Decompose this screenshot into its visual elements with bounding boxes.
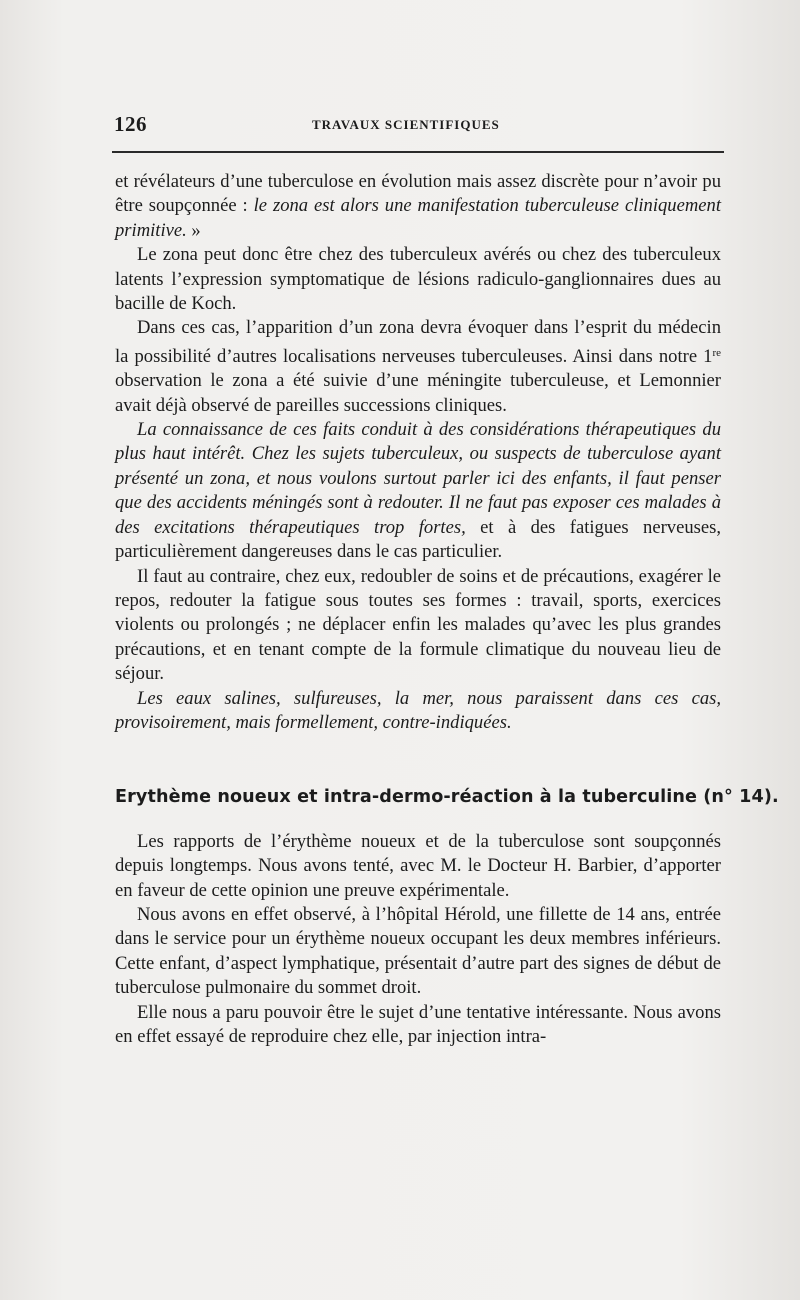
section-paragraph-3: Elle nous a paru pouvoir être le sujet d’une tentative intéressante. Nous avons en effet essayé de reproduire chez elle, par injection intra- (115, 1001, 721, 1047)
paragraph-1-italic: le zona est alors une manifestation tuberculeuse cliniquement primitive. (115, 195, 721, 241)
body-text (115, 170, 779, 1049)
paragraph-1-text: et révélateurs d’une tuberculose en évolution mais assez discrète pour n’avoir pu être soupçonnée : (115, 171, 721, 217)
paragraph-3-text-a: Dans ces cas, l’apparition d’un zona devra évoquer dans l’esprit du médecin la possibilité d’autres localisations nerveuses tuberculeuses. Ainsi dans notre 1 (115, 317, 721, 367)
paragraph-3-superscript: re (712, 346, 721, 359)
page-number: 126 (114, 112, 147, 136)
section-heading: Erythème noueux et intra-dermo-réaction à la tuberculine (n° 14). (115, 787, 779, 808)
paragraph-1 (115, 170, 721, 243)
header-rule (112, 151, 724, 153)
paragraph-5: Il faut au contraire, chez eux, redoubler de soins et de précautions, exagérer le repos, redouter la fatigue sous toutes ses formes : travail, sports, exercices violents ou prolongés ; ne déplacer enfin les malades qu’avec les plus grandes précautions, et en tenant compte de la formule climatique du nouveau lieu de séjour. (115, 565, 721, 685)
section-paragraph-2: Nous avons en effet observé, à l’hôpital Hérold, une fillette de 14 ans, entrée dans le service pour un érythème noueux occupant les deux membres inférieurs. Cette enfant, d’aspect lymphatique, présentait d’autre part des signes de début de tuberculose pulmonaire du sommet droit. (115, 903, 721, 999)
paragraph-6: Les eaux salines, sulfureuses, la mer, nous paraissent dans ces cas, provisoirement, mais formellement, contre-indiquées. (115, 687, 721, 733)
paragraph-3-text-b: observation le zona a été suivie d’une méningite tuberculeuse, et Lemonnier avait déjà observé de pareilles successions cliniques. (115, 370, 721, 416)
section-paragraph-1: Les rapports de l’érythème noueux et de la tuberculose sont soupçonnés depuis longtemps. Nous avons tenté, avec M. le Docteur H. Barbier, d’apporter en faveur de cette opinion une preuve expérimentale. (115, 830, 721, 901)
running-header (112, 112, 724, 142)
paragraph-3 (115, 316, 721, 418)
paragraph-4 (115, 418, 721, 564)
running-title: TRAVAUX SCIENTIFIQUES (312, 117, 500, 132)
paragraph-1-end: » (186, 219, 201, 241)
paragraph-2: Le zona peut donc être chez des tuberculeux avérés ou chez des tuberculeux latents l’expression symptomatique de lésions radiculo-ganglionnaires dues au bacille de Koch. (115, 244, 721, 315)
paragraph-4-italic: La connaissance de ces faits conduit à des considérations thérapeutiques du plus haut intérêt. Chez les sujets tuberculeux, ou suspects de tuberculose ayant présenté un zona, et nous voulons surtout parler ici des enfants, il faut penser que des accidents méningés sont à redouter. Il ne faut pas exposer ces malades à des excitations thérapeutiques trop fortes, (115, 419, 721, 538)
paragraph-4-roman: et à des fatigues nerveuses, particulièrement dangereuses dans le cas particulier. (115, 516, 721, 563)
